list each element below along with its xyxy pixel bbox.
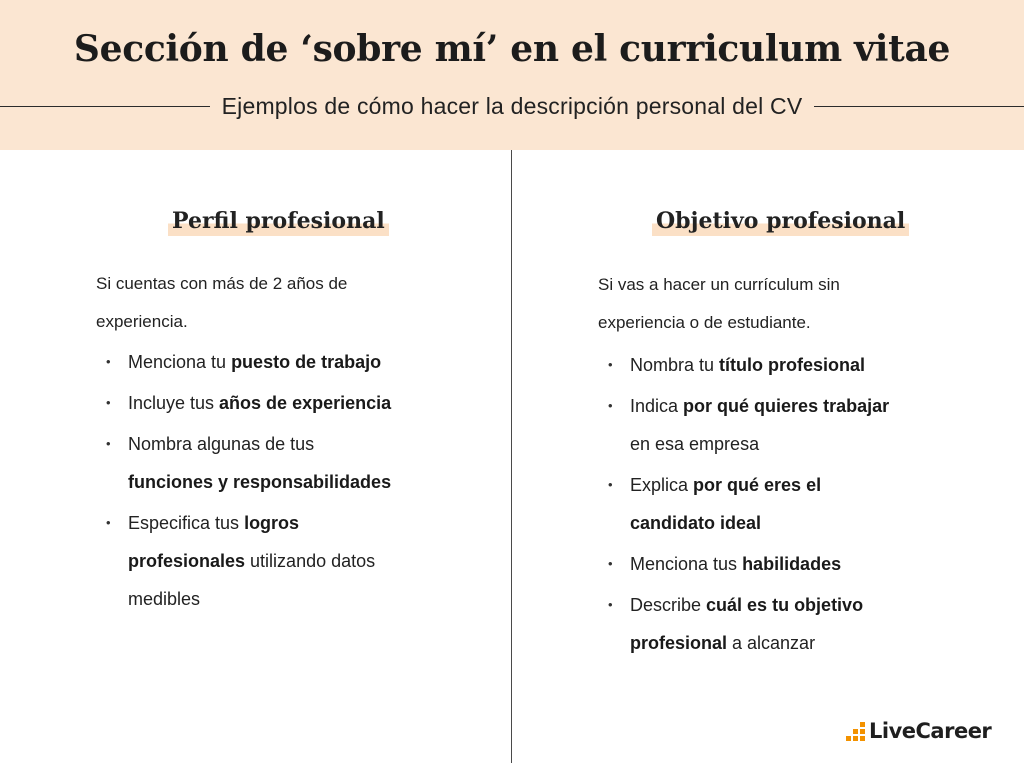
left-bullet-item	[96, 425, 496, 501]
bullet-emphasis-text: habilidades	[742, 554, 842, 574]
bullet-text: Incluye tus	[128, 393, 220, 413]
column-divider	[511, 150, 512, 763]
left-column-heading: Perfil profesional	[168, 208, 389, 236]
left-bullet-list	[96, 343, 496, 621]
bullet-text: Indica	[630, 396, 684, 416]
right-intro-line-1: Si vas a hacer un currículum sin	[598, 275, 840, 294]
right-bullet-item	[598, 466, 998, 542]
right-bullet-item	[598, 346, 998, 384]
page-subtitle: Ejemplos de cómo hacer la descripción personal del CV	[221, 92, 803, 119]
left-intro-line-1: Si cuentas con más de 2 años de	[96, 274, 348, 293]
bullet-text: Nombra tu	[630, 355, 720, 375]
right-column-heading: Objetivo profesional	[652, 208, 909, 236]
bullet-emphasis-text: por qué quieres trabajar	[683, 396, 890, 416]
bullet-dot-icon: •	[608, 398, 613, 413]
left-bullet-item	[96, 343, 496, 381]
bullet-dot-icon: •	[106, 436, 111, 451]
bullet-text: Menciona tus	[630, 554, 743, 574]
bullet-text: Nombra algunas de tus	[128, 434, 315, 454]
right-column-intro	[598, 266, 840, 342]
page-title: Sección de ‘sobre mí’ en el curriculum vitae	[73, 28, 951, 70]
left-bullet-item	[96, 504, 496, 618]
subtitle-row	[0, 88, 1024, 124]
bullet-emphasis-text: candidato ideal	[630, 513, 762, 533]
right-bullet-item	[598, 387, 998, 463]
bullet-emphasis-text: años de experiencia	[219, 393, 392, 413]
left-column-intro	[96, 265, 347, 341]
bullet-text: Menciona tu	[128, 352, 232, 372]
bullet-text: en esa empresa	[630, 434, 760, 454]
bullet-text: medibles	[128, 589, 201, 609]
subtitle-left-rule	[0, 106, 210, 107]
logo-text: LiveCareer	[869, 719, 992, 743]
bullet-emphasis-text: título profesional	[719, 355, 866, 375]
bullet-dot-icon: •	[608, 556, 613, 571]
bullet-emphasis-text: profesional	[630, 633, 728, 653]
right-bullet-item	[598, 586, 998, 662]
subtitle-right-rule	[814, 106, 1024, 107]
bullet-dot-icon: •	[608, 597, 613, 612]
bullet-text: Describe	[630, 595, 707, 615]
bullet-emphasis-text: funciones y responsabilidades	[128, 472, 392, 492]
logo-dots-icon	[846, 722, 865, 741]
bullet-text: utilizando datos	[245, 551, 376, 571]
bullet-emphasis-text: puesto de trabajo	[231, 352, 382, 372]
left-intro-line-2: experiencia.	[96, 312, 188, 331]
bullet-dot-icon: •	[608, 357, 613, 372]
bullet-text: Especifica tus	[128, 513, 245, 533]
bullet-emphasis-text: logros	[244, 513, 300, 533]
right-bullet-item	[598, 545, 998, 583]
bullet-dot-icon: •	[106, 354, 111, 369]
bullet-dot-icon: •	[106, 515, 111, 530]
left-bullet-item	[96, 384, 496, 422]
bullet-emphasis-text: profesionales	[128, 551, 246, 571]
bullet-dot-icon: •	[106, 395, 111, 410]
bullet-emphasis-text: cuál es tu objetivo	[706, 595, 864, 615]
bullet-text: Explica	[630, 475, 694, 495]
livecareer-logo	[846, 716, 991, 746]
bullet-text: a alcanzar	[727, 633, 816, 653]
right-bullet-list	[598, 346, 998, 665]
header-band	[0, 0, 1024, 150]
bullet-emphasis-text: por qué eres el	[693, 475, 822, 495]
bullet-dot-icon: •	[608, 477, 613, 492]
right-intro-line-2: experiencia o de estudiante.	[598, 313, 811, 332]
